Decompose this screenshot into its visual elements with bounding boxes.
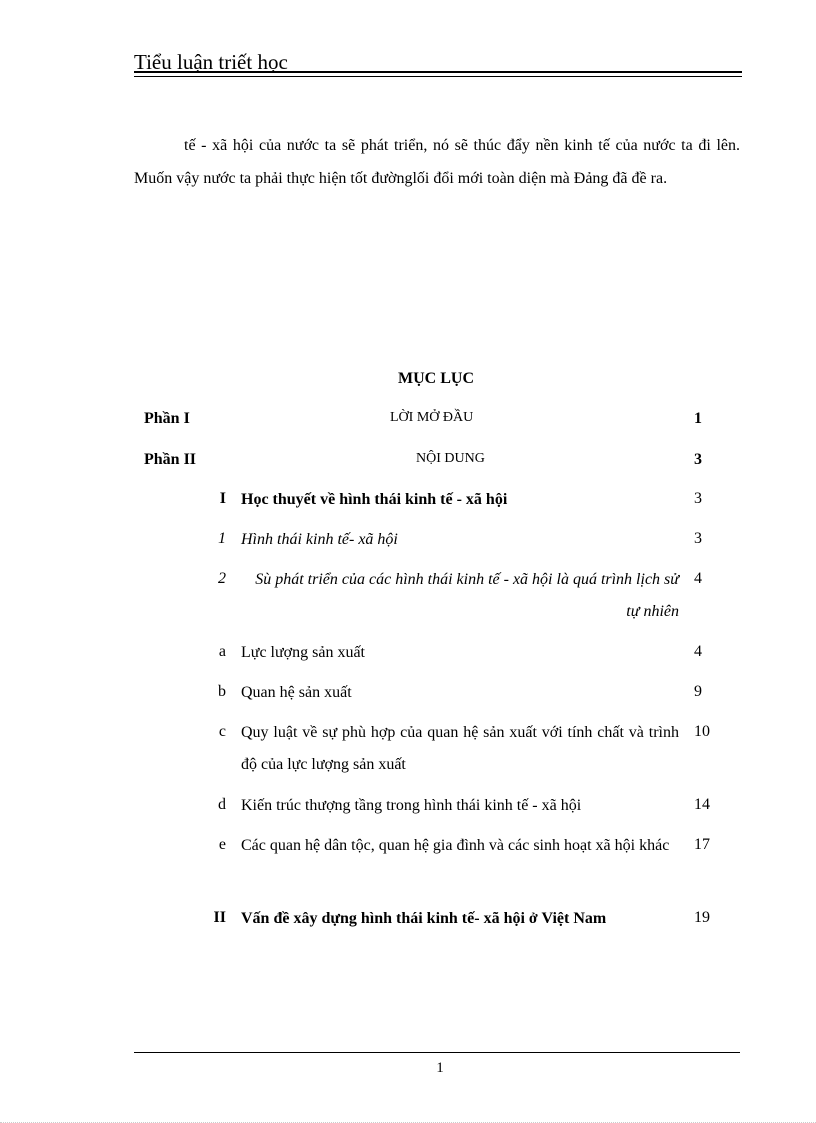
toc-entry-text: Vấn đề xây dựng hình thái kinh tế- xã hội ở Việt Nam xyxy=(241,910,607,927)
toc-entry-page: 14 xyxy=(694,796,710,813)
page-number: 1 xyxy=(436,1060,444,1076)
toc-entry-page: 9 xyxy=(694,683,702,700)
toc-entry-page: 3 xyxy=(694,490,702,507)
toc-entry-text: Học thuyết về hình thái kinh tế - xã hội xyxy=(241,491,508,508)
body-paragraph: tế - xã hội của nước ta sẽ phát triển, nó sẽ thúc đẩy nền kinh tế của nước ta đi lên. Muốn vậy nước ta phải thực hiện tốt đườnglối đổi mới toàn diện mà Đảng đã đề ra. xyxy=(134,137,740,187)
toc-entry-page: 17 xyxy=(694,836,710,853)
toc-entry-page: 10 xyxy=(694,723,710,740)
toc-entry-marker: 1 xyxy=(218,530,226,547)
toc-entry-text: Lực lượng sản xuất xyxy=(241,644,365,661)
footer-rule xyxy=(134,1052,740,1053)
toc-entry-marker: a xyxy=(218,643,226,660)
toc-part-2-page: 3 xyxy=(694,451,702,468)
toc-entry-page: 3 xyxy=(694,530,702,547)
toc-entry-text: Kiến trúc thượng tầng trong hình thái kinh tế - xã hội xyxy=(241,797,582,814)
toc-entry-marker: b xyxy=(218,683,226,700)
toc-part-1-title: LỜI MỞ ĐẦU xyxy=(390,410,474,425)
toc-entry-marker: d xyxy=(218,796,226,813)
toc-entry-text: Sù phát triển của các hình thái kinh tế - xã hội là quá trình lịch sử tự nhiên xyxy=(255,571,679,620)
toc-entry-page: 4 xyxy=(694,643,702,660)
toc-part-2-title: NỘI DUNG xyxy=(416,451,485,466)
toc-entry-marker: II xyxy=(213,909,226,926)
toc-entry-page: 4 xyxy=(694,570,702,587)
toc-title: MỤC LỤC xyxy=(398,370,474,387)
toc-entry-page: 19 xyxy=(694,909,710,926)
toc-entry-text: Quy luật về sự phù hợp của quan hệ sản xuất với tính chất và trình độ của lực lượng sản xuất xyxy=(241,724,679,773)
toc-part-2-label: Phần II xyxy=(144,451,197,468)
toc-part-1-label: Phần I xyxy=(144,410,190,427)
toc-entry-text: Quan hệ sản xuất xyxy=(241,684,352,701)
toc-entry-text: Các quan hệ dân tộc, quan hệ gia đình và các sinh hoạt xã hội khác xyxy=(241,837,670,854)
toc-entry-marker: e xyxy=(218,836,226,853)
toc-entry-marker: 2 xyxy=(218,570,226,587)
document-header-title: Tiểu luận triết học xyxy=(134,50,288,74)
toc-part-1-page: 1 xyxy=(694,410,702,427)
toc-entry-text: Hình thái kinh tế- xã hội xyxy=(241,531,398,548)
toc-entry-marker: I xyxy=(219,490,226,507)
toc-entry-marker: c xyxy=(218,723,226,740)
